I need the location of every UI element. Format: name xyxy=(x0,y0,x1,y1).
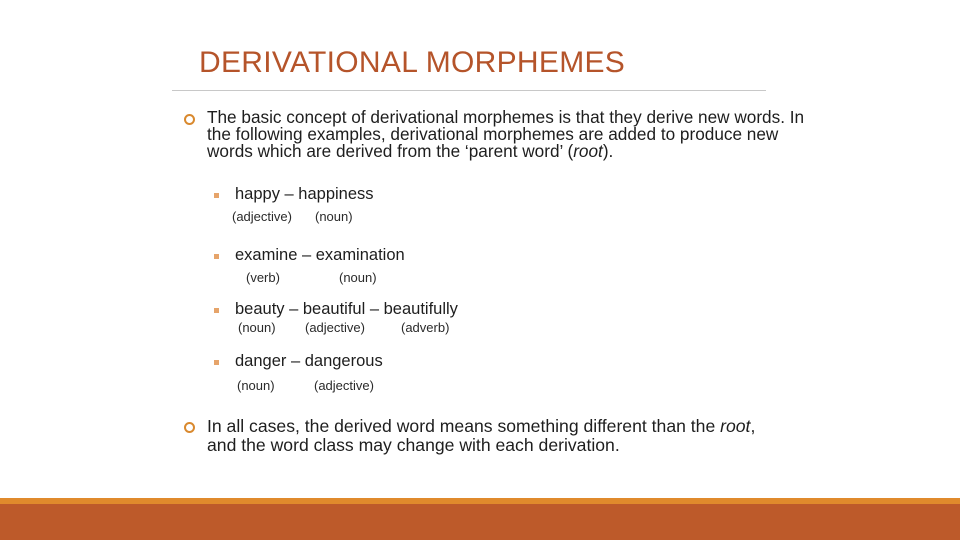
intro-text: The basic concept of derivational morphemes is that they derive new words. In the following examples, derivational morphemes are added to produce new words which are derived from the ‘parent word’ ( xyxy=(207,107,805,161)
example-words: happy – happiness xyxy=(235,185,374,203)
word-class-label: (noun) xyxy=(315,209,353,224)
example-words: danger – dangerous xyxy=(235,352,383,370)
word-class-label: (adverb) xyxy=(401,320,450,335)
intro-text-end: ). xyxy=(602,141,614,161)
conclusion-paragraph xyxy=(207,417,777,455)
conclusion-text: In all cases, the derived word means something different than the xyxy=(207,416,721,436)
square-bullet-icon xyxy=(214,254,219,259)
conclusion-italic: root xyxy=(720,416,751,436)
word-class-label: (noun) xyxy=(238,320,276,335)
word-class-label: (adjective) xyxy=(305,320,365,335)
conclusion-text-end: , and the word class may change with each derivation. xyxy=(207,416,756,455)
word-class-label: (noun) xyxy=(237,378,275,393)
intro-paragraph xyxy=(207,109,807,160)
circle-bullet-icon xyxy=(184,422,195,433)
square-bullet-icon xyxy=(214,360,219,365)
intro-italic: root xyxy=(573,141,603,161)
word-class-label: (adjective) xyxy=(314,378,374,393)
example-words: examine – examination xyxy=(235,246,405,264)
title-divider xyxy=(172,90,766,91)
word-class-label: (verb) xyxy=(246,270,280,285)
circle-bullet-icon xyxy=(184,114,195,125)
slide-title: DERIVATIONAL MORPHEMES xyxy=(199,46,626,79)
square-bullet-icon xyxy=(214,308,219,313)
square-bullet-icon xyxy=(214,193,219,198)
example-words: beauty – beautiful – beautifully xyxy=(235,300,458,318)
word-class-label: (adjective) xyxy=(232,209,292,224)
word-class-label: (noun) xyxy=(339,270,377,285)
footer-band xyxy=(0,504,960,540)
